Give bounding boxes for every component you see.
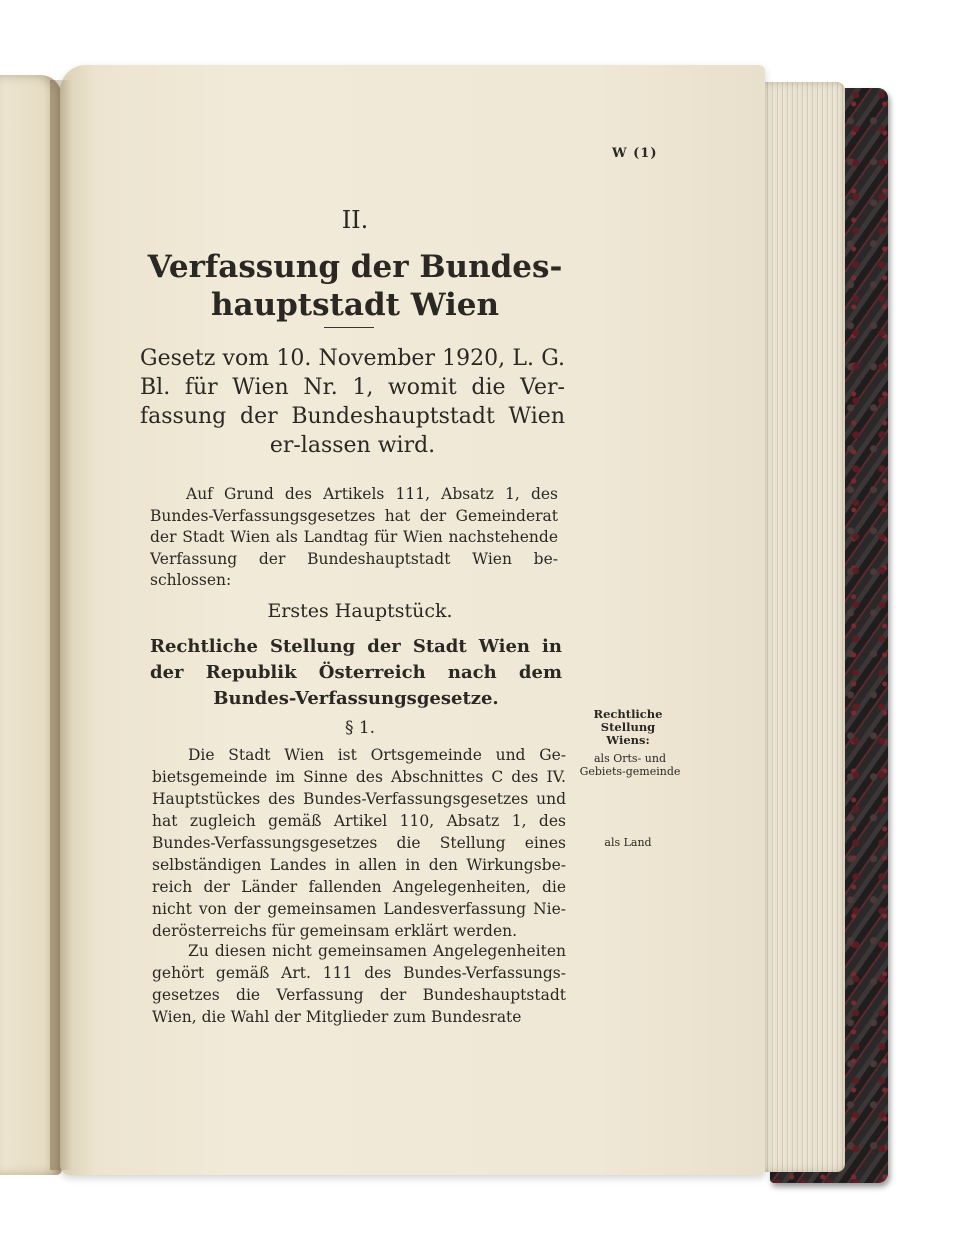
paragraph-number: § 1. bbox=[344, 718, 376, 738]
margin-note-3: als Land bbox=[604, 836, 652, 849]
margin-note-2: als Orts- und Gebiets-gemeinde bbox=[579, 752, 681, 778]
title-divider bbox=[324, 327, 374, 328]
body-paragraph-1: Die Stadt Wien ist Ortsgemeinde und Ge-bietsgemeinde im Sinne des Abschnittes C des IV. Hauptstückes des Bundes-Verfassungsgesetzes und hat zugleich gemäß Artikel 110, Absatz 1, des Bundes-Verfassungsgesetzes die Stellung eines selbständigen Landes in allen in den Wirkungsbe-reich der Länder fallenden Angelegenheiten, die nicht von der gemeinsamen Landesverfassung Nie-derösterreichs für gemeinsam erklärt werden. bbox=[152, 746, 566, 940]
margin-note-1: Rechtliche Stellung Wiens: bbox=[593, 707, 663, 747]
chapter-title: Erstes Hauptstück. bbox=[267, 600, 453, 622]
preamble-text: Auf Grund des Artikels 111, Absatz 1, des Bundes-Verfassungsgesetzes hat der Gemeinderat der Stadt Wien als Landtag für Wien nachstehende Verfassung der Bundeshauptstadt Wien be-schlossen: bbox=[150, 485, 558, 589]
body-paragraph-2: Zu diesen nicht gemeinsamen Angelegenheiten gehört gemäß Art. 111 des Bundes-Verfassungs-gesetzes die Verfassung der Bundeshauptstadt Wien, die Wahl der Mitglieder zum Bundesrate bbox=[152, 942, 566, 1026]
law-reference: Gesetz vom 10. November 1920, L. G. Bl. für Wien Nr. 1, womit die Ver-fassung der Bundeshauptstadt Wien er-lassen wird. bbox=[140, 346, 565, 458]
chapter-heading: Rechtliche Stellung der Stadt Wien in der Republik Österreich nach dem Bundes-Verfassungsgesetze. bbox=[150, 636, 562, 709]
page-signature: W (1) bbox=[612, 146, 658, 161]
left-page bbox=[0, 75, 62, 1175]
page-title: Verfassung der Bundes-hauptstadt Wien bbox=[147, 249, 563, 323]
section-number: II. bbox=[341, 206, 369, 234]
